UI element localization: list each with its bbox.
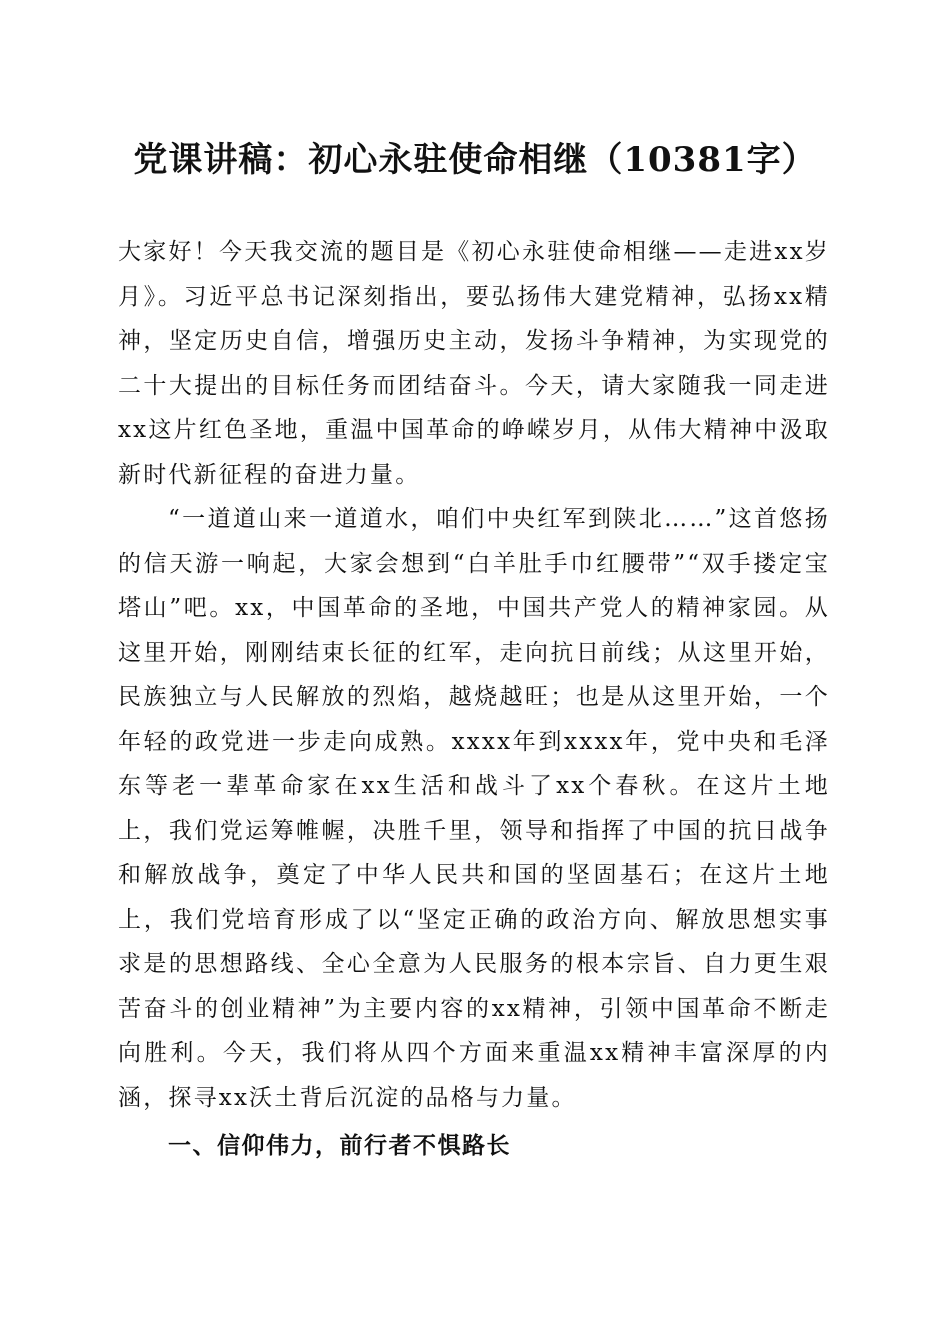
- document-title: 党课讲稿：初心永驻使命相继（10381字）: [133, 140, 817, 180]
- paragraph-history: “一道道山来一道道水，咱们中央红军到陕北……”这首悠扬的信天游一响起，大家会想到“白羊肚手巾红腰带”“双手搂定宝塔山”吧。xx，中国革命的圣地，中国共产党人的精神家园。从这里开始，刚刚结束长征的红军，走向抗日前线；从这里开始，民族独立与人民解放的烈焰，越烧越旺；也是从这里开始，一个年轻的政党进一步走向成熟。xxxx年到xxxx年，党中央和毛泽东等老一辈革命家在xx生活和战斗了xx个春秋。在这片土地上，我们党运筹帷幄，决胜千里，领导和指挥了中国的抗日战争和解放战争，奠定了中华人民共和国的坚固基石；在这片土地上，我们党培育形成了以“坚定正确的政治方向、解放思想实事求是的思想路线、全心全意为人民服务的根本宗旨、自力更生艰苦奋斗的创业精神”为主要内容的xx精神，引领中国革命不断走向胜利。今天，我们将从四个方面来重温xx精神丰富深厚的内涵，探寻xx沃土背后沉淀的品格与力量。: [118, 506, 830, 1111]
- document-body: [118, 230, 830, 1120]
- paragraph-intro: 大家好！今天我交流的题目是《初心永驻使命相继——走进xx岁月》。习近平总书记深刻指出，要弘扬伟大建党精神，弘扬xx精神，坚定历史自信，增强历史主动，发扬斗争精神，为实现党的二十大提出的目标任务而团结奋斗。今天，请大家随我一同走进xx这片红色圣地，重温中国革命的峥嵘岁月，从伟大精神中汲取新时代新征程的奋进力量。: [118, 239, 830, 488]
- section-heading: 一、信仰伟力，前行者不惧路长: [168, 1133, 511, 1159]
